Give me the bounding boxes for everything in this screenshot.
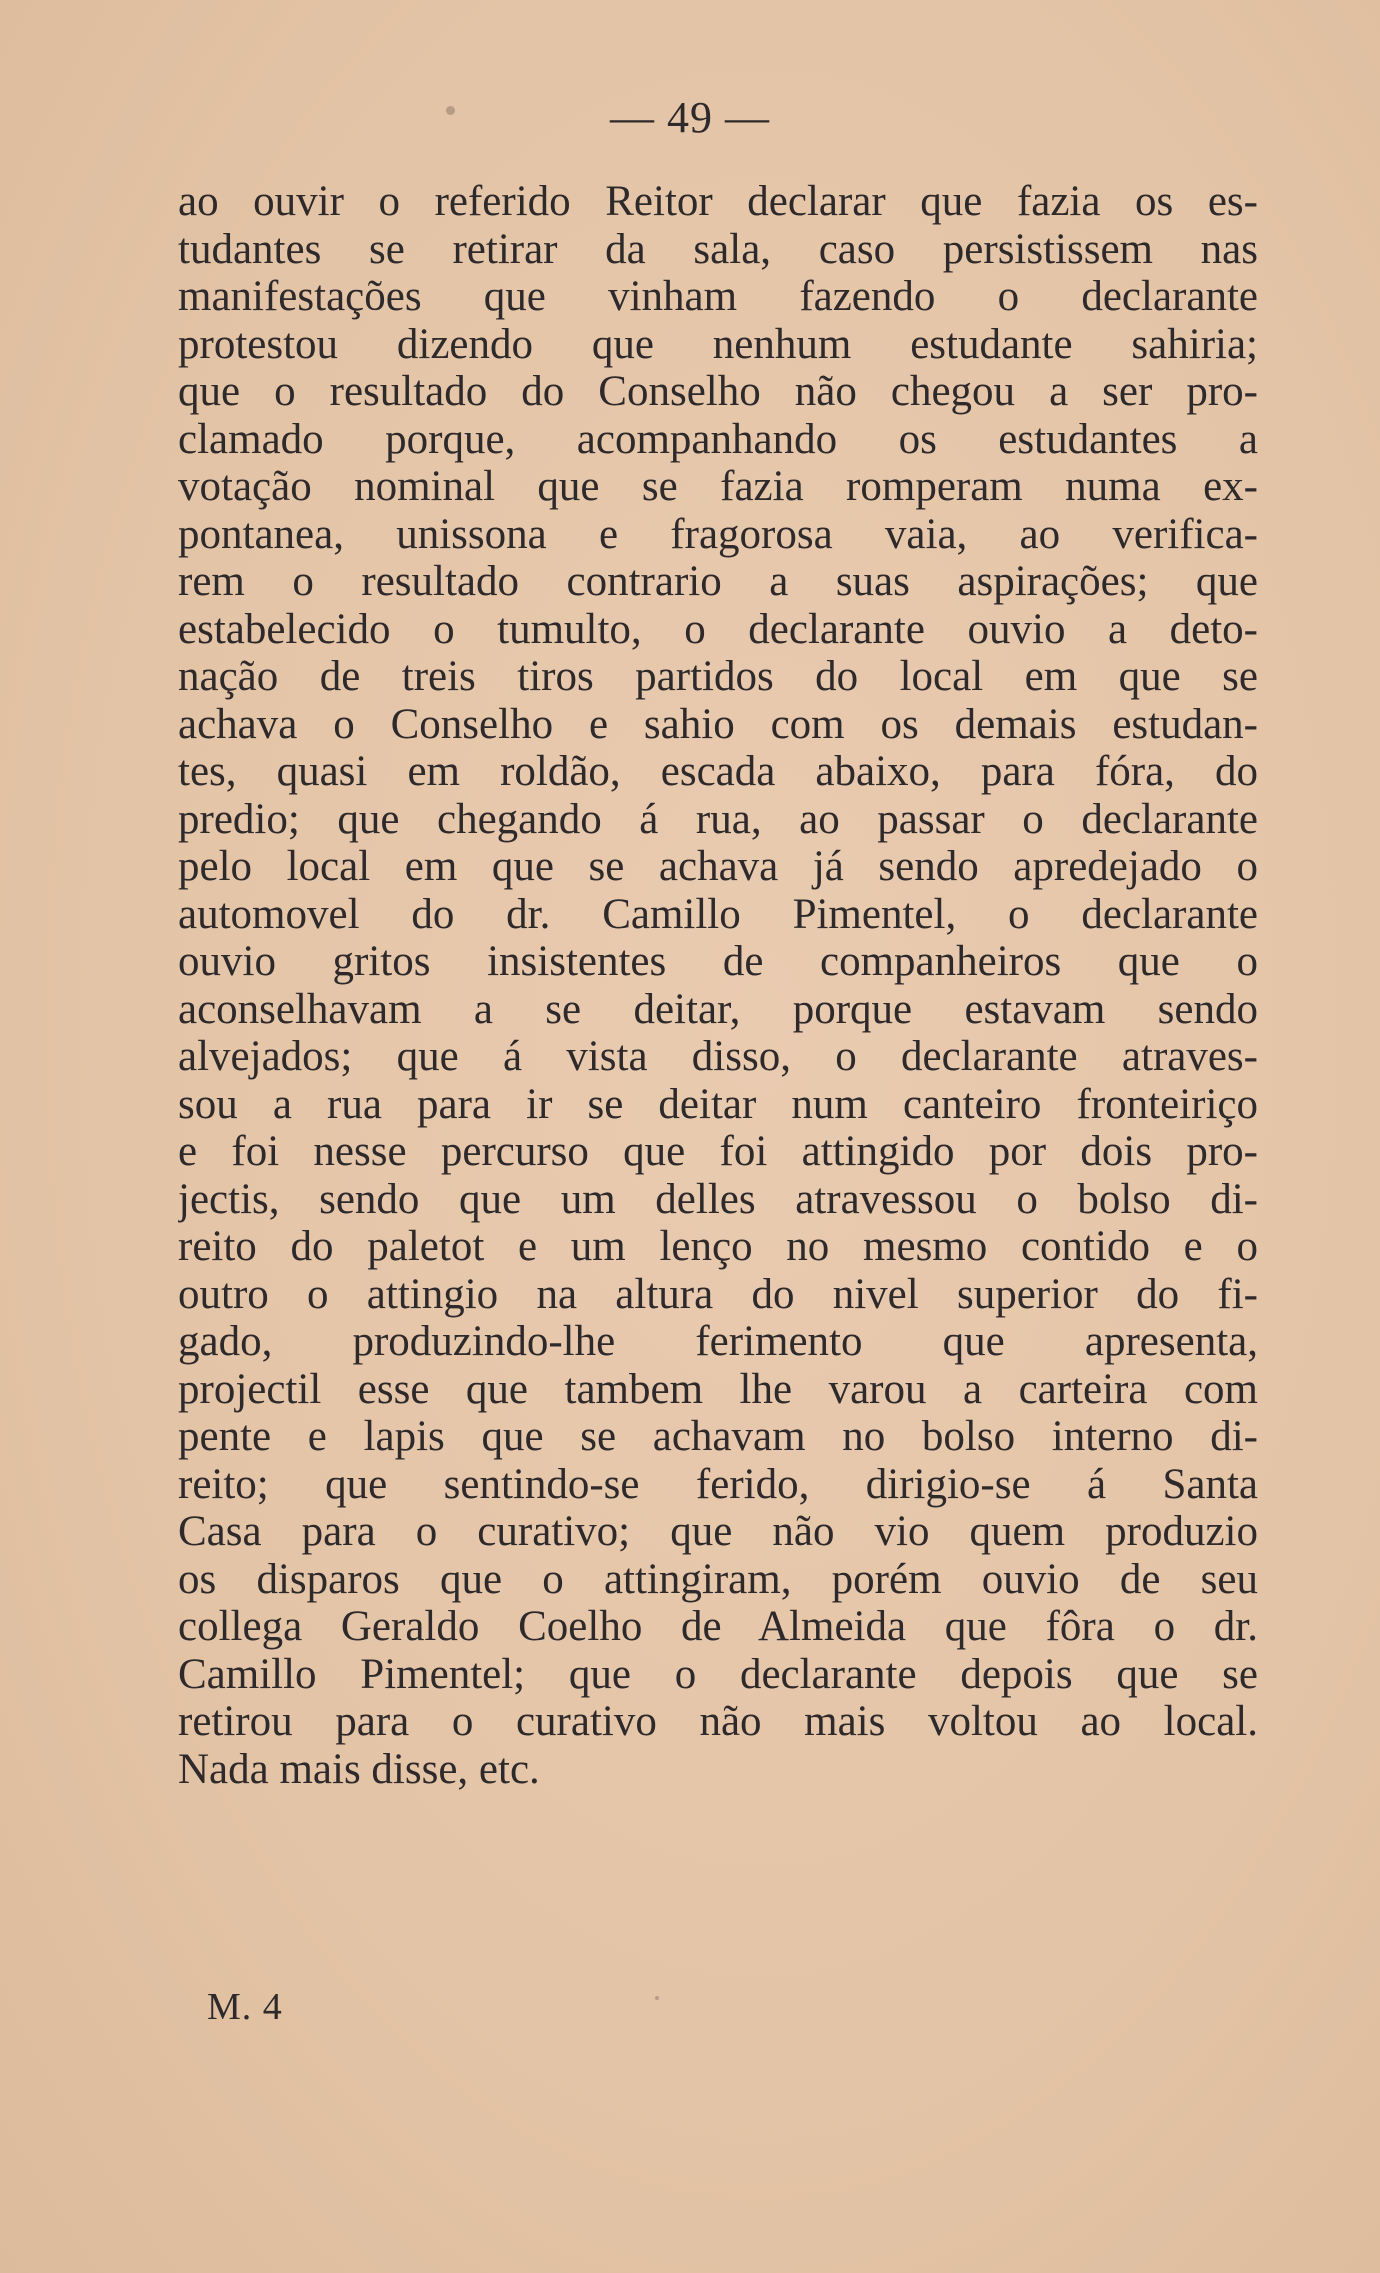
text-line: sou a rua para ir se deitar num canteiro fronteiriço — [178, 1080, 1258, 1128]
text-line: Casa para o curativo; que não vio quem produzio — [178, 1508, 1258, 1555]
paper-speck — [655, 1996, 659, 2000]
text-line: ouvio gritos insistentes de companheiros que o — [178, 938, 1258, 985]
text-line: manifestações que vinham fazendo o declarante — [178, 273, 1258, 320]
text-line: que o resultado do Conselho não chegou a ser pro- — [178, 368, 1258, 415]
text-line: predio; que chegando á rua, ao passar o declarante — [178, 795, 1258, 843]
text-line: estabelecido o tumulto, o declarante ouvio a deto- — [178, 605, 1258, 653]
text-line: alvejados; que á vista disso, o declarante atraves- — [178, 1033, 1258, 1080]
text-line: Nada mais disse, etc. — [178, 1745, 540, 1793]
text-line: jectis, sendo que um delles atravessou o bolso di- — [178, 1175, 1258, 1223]
text-line: collega Geraldo Coelho de Almeida que fôra o dr. — [178, 1603, 1258, 1650]
text-line: reito do paletot e um lenço no mesmo contido e o — [178, 1223, 1258, 1270]
text-line: e foi nesse percurso que foi attingido por dois pro- — [178, 1128, 1258, 1175]
text-line: pontanea, unissona e fragorosa vaia, ao verifica- — [178, 510, 1258, 558]
text-line: achava o Conselho e sahio com os demais estudan- — [178, 700, 1258, 748]
text-line: automovel do dr. Camillo Pimentel, o declarante — [178, 890, 1258, 938]
text-line: reito; que sentindo-se ferido, dirigio-se á Santa — [178, 1460, 1258, 1508]
text-line: retirou para o curativo não mais voltou ao local. — [178, 1698, 1258, 1745]
text-line: ao ouvir o referido Reitor declarar que fazia os es- — [178, 178, 1258, 225]
text-line: projectil esse que tambem lhe varou a carteira com — [178, 1365, 1258, 1413]
page-number: — 49 — — [610, 93, 770, 142]
text-line: nação de treis tiros partidos do local em que se — [178, 653, 1258, 700]
body-paragraph — [178, 178, 1258, 1793]
text-line: tudantes se retirar da sala, caso persistissem nas — [178, 225, 1258, 273]
text-line: rem o resultado contrario a suas aspirações; que — [178, 558, 1258, 605]
text-line: protestou dizendo que nenhum estudante sahiria; — [178, 320, 1258, 368]
signature-mark: M. 4 — [207, 1986, 283, 2028]
text-line: gado, produzindo-lhe ferimento que apresenta, — [178, 1318, 1258, 1365]
text-line: votação nominal que se fazia romperam numa ex- — [178, 463, 1258, 510]
text-line: pente e lapis que se achavam no bolso interno di- — [178, 1413, 1258, 1460]
text-line: os disparos que o attingiram, porém ouvio de seu — [178, 1555, 1258, 1603]
text-line: Camillo Pimentel; que o declarante depois que se — [178, 1650, 1258, 1698]
text-line: outro o attingio na altura do nivel superior do fi- — [178, 1270, 1258, 1318]
text-line: tes, quasi em roldão, escada abaixo, para fóra, do — [178, 748, 1258, 795]
text-line: clamado porque, acompanhando os estudantes a — [178, 415, 1258, 463]
text-line: aconselhavam a se deitar, porque estavam sendo — [178, 985, 1258, 1033]
text-line: pelo local em que se achava já sendo apredejado o — [178, 843, 1258, 890]
